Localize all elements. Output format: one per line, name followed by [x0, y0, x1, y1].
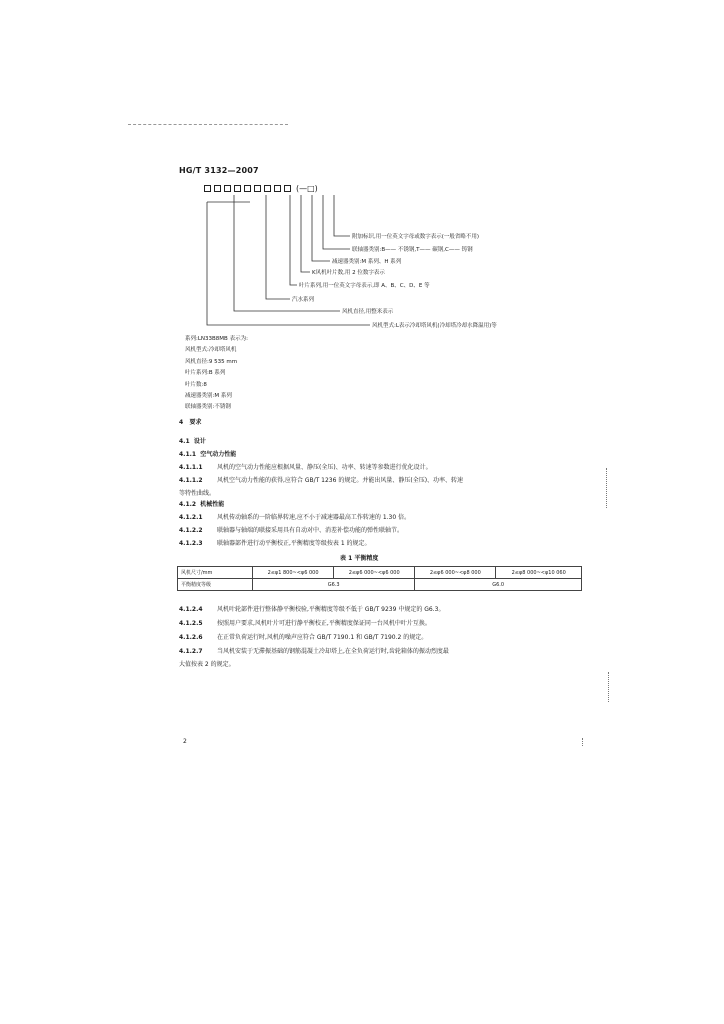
clause-4-1-2-7: 4.1.2.7 当风机安装于无滞振基础的钢筋混凝土冷却塔上,在全负荷运行时,齿轮箱体的振动烈度最: [179, 648, 449, 655]
annotation-diameter: 风机直径,用整米表示: [342, 309, 394, 315]
clause-4-1-1-1: 4.1.1.1 风机的空气动力性能应根据风量、静压(全压)、功率、转速等参数进行优化设计。: [179, 464, 432, 471]
table-row: [178, 567, 582, 579]
table-cell: 2≤φ1 800~<φ6 000: [253, 567, 334, 579]
heading-4-1-2: 4.1.2 机械性能: [179, 501, 225, 508]
table-cell: 2≤φ6 000~<φ8 000: [415, 567, 496, 579]
balance-precision-table: [177, 566, 582, 591]
example-line: 联轴器类别:不锈钢: [185, 404, 231, 411]
example-line: 叶片数:8: [185, 381, 207, 388]
annotation-type: 风机型式:L表示冷却塔风机(冷却塔冷却水降温用)等: [372, 323, 497, 329]
clause-4-1-2-2: 4.1.2.2 联轴器与轴端的联接采用具有自动对中、消差补偿功能的弹性联轴节。: [179, 527, 404, 534]
annotation-blade-count: K风机叶片数,用 2 位数字表示: [312, 270, 385, 276]
table-cell-label: 平衡精度等级: [178, 579, 253, 591]
example-line: 风机型式:冷却塔风机: [185, 347, 237, 354]
table-cell: 2≤φ8 000~<φ10 060: [496, 567, 582, 579]
scan-artifact-dots: [608, 672, 610, 702]
annotation-blade-series: 叶片系列,用一位英文字母表示,即 A、B、C、D、E 等: [299, 283, 430, 289]
clause-4-1-2-3: 4.1.2.3 联轴器部件进行动平衡校正,平衡精度等级按表 1 的规定。: [179, 540, 371, 547]
clause-4-1-2-5: 4.1.2.5 按照用户要求,风机叶片可进行静平衡校正,平衡精度保证同一台风机中叶片互换。: [179, 620, 431, 627]
annotation-reducer: 减速器类别:M 系列、H 系列: [332, 259, 402, 265]
clause-4-1-1-2-cont: 等特性曲线。: [179, 490, 216, 497]
annotation-suffix: 附加标识,用一位英文字母或数字表示(一般省略不用): [352, 234, 480, 240]
example-line: 风机直径:9 535 mm: [185, 358, 238, 365]
annotation-coupling: 联轴器类别:B—— 不锈钢,T—— 碳钢,C—— 铸钢: [352, 247, 473, 253]
clause-4-1-2-4: 4.1.2.4 风机叶轮部件进行整体静平衡校验,平衡精度等级不低于 GB/T 9239 中规定的 G6.3。: [179, 606, 445, 613]
annotation-series: 汽水系列: [292, 297, 315, 303]
table-1-caption: 表 1 平衡精度: [340, 555, 379, 562]
table-row: [178, 579, 582, 591]
table-cell-label: 风机尺寸/mm: [178, 567, 253, 579]
clause-4-1-2-6: 4.1.2.6 在正常负荷运行时,风机的噪声应符合 GB/T 7190.1 和 GB/T 7190.2 的规定。: [179, 634, 428, 641]
scan-artifact-dots: [582, 738, 584, 746]
designation-example: [185, 334, 248, 414]
heading-4-1-1: 4.1.1 空气动力性能: [179, 451, 237, 458]
clause-4-1-1-2: 4.1.1.2 风机空气动力性能的获得,应符合 GB/T 1236 的规定。并能出风量、静压(全压)、功率、转速: [179, 477, 464, 484]
clause-4-1-2-1: 4.1.2.1 风机传动轴系的一阶临界转速,应不小于减速器最高工作转速的 1.30 倍。: [179, 514, 411, 521]
code-suffix: (—□): [296, 184, 318, 193]
standard-code: HG/T 3132—2007: [179, 166, 259, 175]
clause-4-1-2-7-cont: 大值按表 2 的规定。: [179, 661, 235, 668]
table-cell: G6.0: [415, 579, 582, 591]
table-cell: 2≤φ6 000~<φ6 000: [334, 567, 415, 579]
scan-artifact-dots: [606, 468, 608, 508]
heading-4: 4 要求: [179, 419, 202, 426]
table-cell: G6.3: [253, 579, 415, 591]
example-line: 叶片系列:B 系列: [185, 370, 226, 377]
page-number: 2: [183, 738, 187, 745]
example-line: 系列:LN33B8MB 表示为:: [185, 336, 248, 342]
example-line: 减速器类别:M 系列: [185, 393, 232, 400]
heading-4-1: 4.1 设计: [179, 438, 206, 445]
